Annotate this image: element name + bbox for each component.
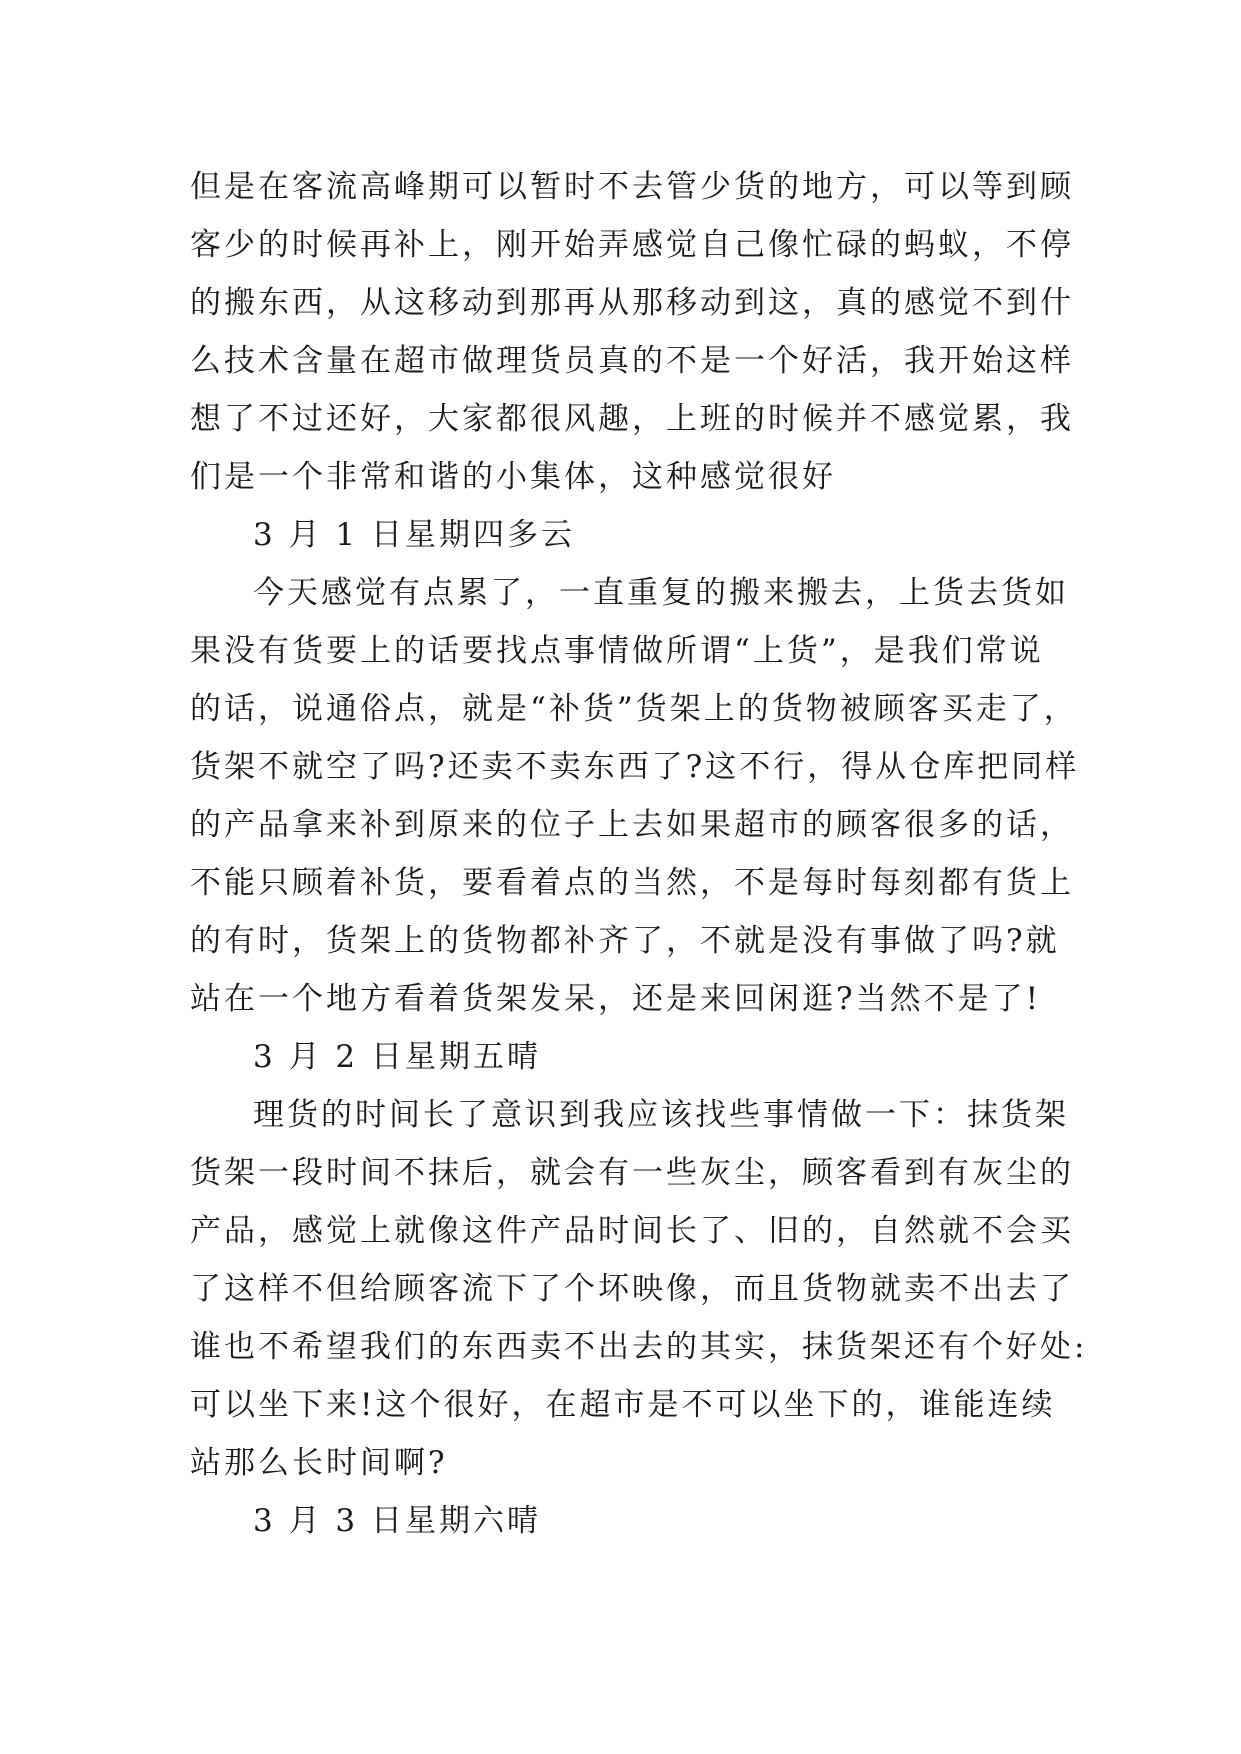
paragraph-first-line: 理货的时间长了意识到我应该找些事情做一下：抹货架 [253,1097,1069,1133]
document-body [190,158,1088,1550]
body-line: 但是在客流高峰期可以暂时不去管少货的地方，可以等到顾 [190,169,1074,205]
body-line: 们是一个非常和谐的小集体，这种感觉很好 [190,459,836,495]
body-line: 果没有货要上的话要找点事情做所谓“上货”，是我们常说 [190,633,1044,669]
paragraph-first-line: 今天感觉有点累了，一直重复的搬来搬去，上货去货如 [253,575,1069,611]
body-line: 的话，说通俗点，就是“补货”货架上的货物被顾客买走了， [190,691,1078,727]
body-line: 么技术含量在超市做理货员真的不是一个好活，我开始这样 [190,343,1074,379]
body-line: 可以坐下来!这个很好，在超市是不可以坐下的，谁能连续 [190,1387,1056,1423]
date-heading: 3 月 2 日星期五晴 [253,1039,542,1075]
body-line: 货架不就空了吗?还卖不卖东西了?这不行，得从仓库把同样 [190,749,1080,785]
body-line: 客少的时候再补上，刚开始弄感觉自己像忙碌的蚂蚁，不停 [190,227,1074,263]
body-line: 的产品拿来补到原来的位子上去如果超市的顾客很多的话， [190,807,1074,843]
body-line: 想了不过还好，大家都很风趣，上班的时候并不感觉累，我 [190,401,1074,437]
date-heading: 3 月 3 日星期六晴 [253,1503,542,1539]
date-heading: 3 月 1 日星期四多云 [253,517,576,553]
body-line: 了这样不但给顾客流下了个坏映像，而且货物就卖不出去了 [190,1271,1074,1307]
body-line: 的有时，货架上的货物都补齐了，不就是没有事做了吗?就 [190,923,1060,959]
body-line: 不能只顾着补货，要看着点的当然，不是每时每刻都有货上 [190,865,1074,901]
body-line: 货架一段时间不抹后，就会有一些灰尘，顾客看到有灰尘的 [190,1155,1074,1191]
body-line: 站在一个地方看着货架发呆，还是来回闲逛?当然不是了! [190,981,1042,1017]
body-line: 的搬东西，从这移动到那再从那移动到这，真的感觉不到什 [190,285,1074,321]
body-line: 产品，感觉上就像这件产品时间长了、旧的，自然就不会买 [190,1213,1074,1249]
body-line: 谁也不希望我们的东西卖不出去的其实，抹货架还有个好处: [190,1329,1088,1365]
body-line: 站那么长时间啊? [190,1445,448,1481]
